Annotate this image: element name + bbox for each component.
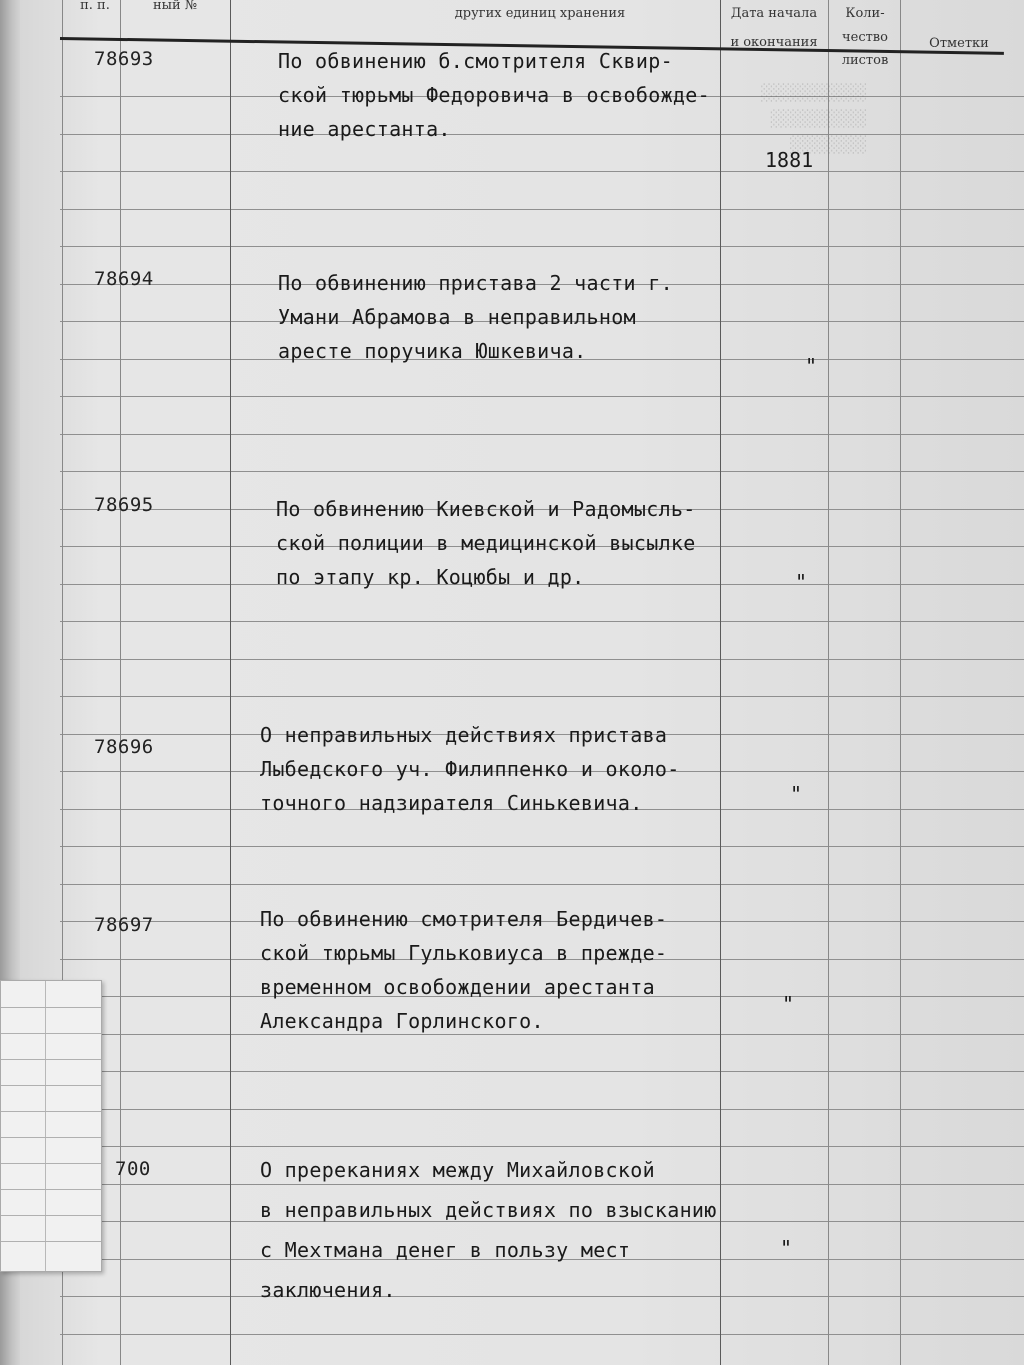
ruled-line	[60, 1071, 1024, 1072]
entry-date: "	[790, 782, 803, 806]
entry-text: По обвинению б.смотрителя Сквир- ской тюрьмы Федоровича в освобожде- ние арестанта.	[278, 49, 710, 141]
ruled-line	[60, 621, 1024, 622]
ruled-line	[60, 1109, 1024, 1110]
slip-line	[1, 1137, 101, 1138]
slip-line	[1, 1033, 101, 1034]
paper-slip	[0, 980, 102, 1272]
entry-text: О неправильных действиях пристава Лыбедского уч. Филиппенко и около- точного надзирателя Синькевича.	[260, 723, 680, 815]
entry-date: "	[805, 354, 818, 378]
entry-text: По обвинению пристава 2 части г. Умани Абрамова в неправильном аресте поручика Юшкевича.	[278, 271, 673, 363]
entry-date: "	[782, 992, 795, 1016]
slip-line	[1, 1059, 101, 1060]
entry-text: По обвинению смотрителя Бердичев- ской тюрьмы Гульковиуса в прежде- временном освобождении арестанта Александра Горлинского.	[260, 907, 668, 1033]
ruled-line	[60, 396, 1024, 397]
ruled-line	[60, 846, 1024, 847]
bleed-through-decoration: ░░░░░░░░░░░ ░░░░░░░░░░ ░░░░░░░░	[760, 83, 866, 154]
col-divider-3	[230, 0, 231, 1365]
entry-text: По обвинению Киевской и Радомысль- ской полиции в медицинской высылке по этапу кр. Коцюбы и др.	[276, 497, 696, 589]
header-count-line2: чество	[842, 29, 888, 45]
entry-number: 700	[115, 1158, 151, 1180]
ruled-line	[60, 171, 1024, 172]
header-col-notes: Отметки	[929, 36, 989, 51]
entry-date: "	[780, 1236, 793, 1260]
ledger-page	[20, 0, 1024, 1365]
slip-divider	[45, 981, 46, 1271]
entry-number: 78696	[94, 736, 154, 758]
header-col-index: п. п.	[80, 0, 110, 13]
entry-number: 78694	[94, 268, 154, 290]
header-dates-line2: и окончания	[730, 34, 818, 50]
slip-line	[1, 1163, 101, 1164]
entry-number: 78697	[94, 914, 154, 936]
ruled-line	[60, 246, 1024, 247]
header-col-number: ный №	[152, 0, 198, 13]
slip-line	[1, 1241, 101, 1242]
entry-text: О пререканиях между Михайловской в неправильных действиях по взысканию с Мехтмана денег в пользу мест заключения.	[260, 1158, 717, 1302]
header-count-line3: листов	[841, 53, 889, 68]
ruled-line	[60, 696, 1024, 697]
ruled-line	[60, 884, 1024, 885]
entry-date: 1881	[765, 148, 814, 172]
col-divider-5	[828, 0, 829, 1365]
header-col-count	[830, 4, 900, 71]
slip-line	[1, 1215, 101, 1216]
ruled-line	[60, 659, 1024, 660]
slip-line	[1, 1189, 101, 1190]
ruled-line	[60, 209, 1024, 210]
header-dates-line1: Дата начала	[730, 6, 818, 21]
ruled-line	[60, 1334, 1024, 1335]
entry-date: "	[795, 570, 808, 594]
col-divider-6	[900, 0, 901, 1365]
header-col-title: других единиц хранения	[454, 6, 626, 21]
header-count-line1: Коли-	[845, 6, 885, 21]
entry-number: 78695	[94, 494, 154, 516]
slip-line	[1, 1007, 101, 1008]
ruled-line	[60, 434, 1024, 435]
ruled-line	[60, 1146, 1024, 1147]
ruled-line	[60, 471, 1024, 472]
slip-line	[1, 1111, 101, 1112]
slip-line	[1, 1085, 101, 1086]
entry-number: 78693	[94, 48, 154, 70]
